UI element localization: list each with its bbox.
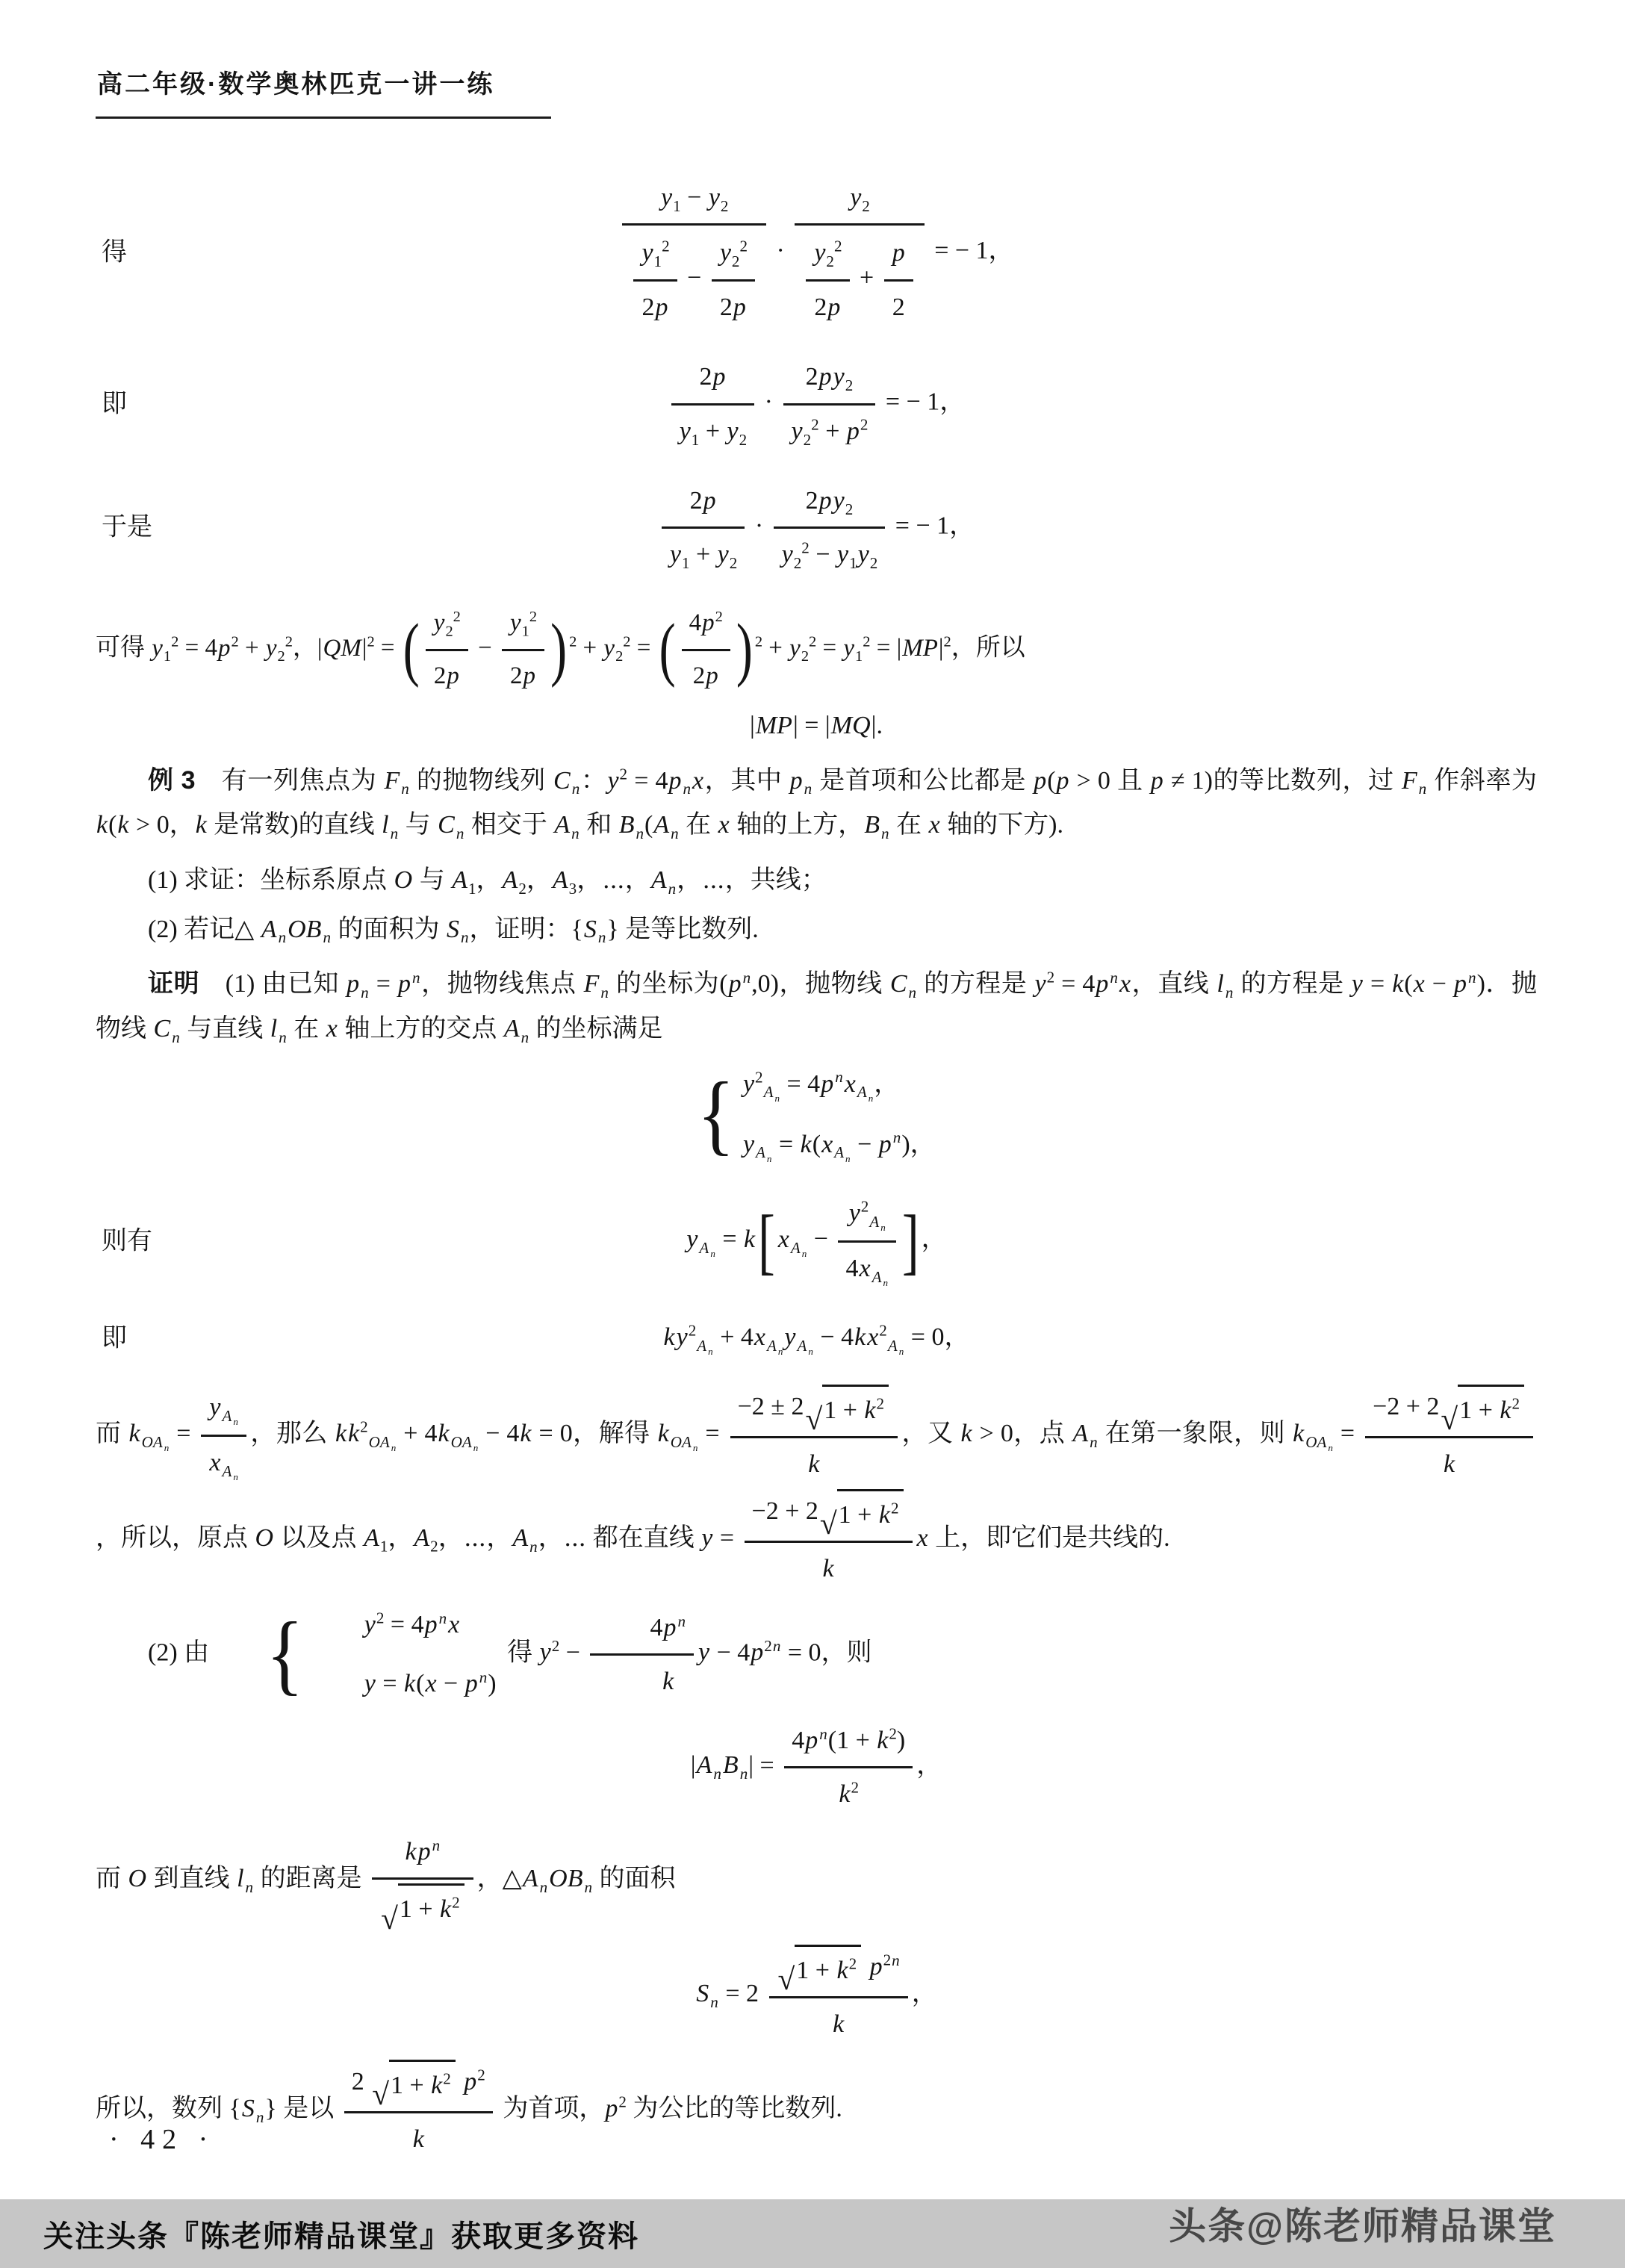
formula-row-sn (96, 1943, 1537, 2048)
footer-promo-text: 关注头条『陈老师精品课堂』获取更多资料 (43, 2219, 639, 2253)
formula-row-ji2 (96, 1315, 1537, 1361)
formula-row-anbn (96, 1717, 1537, 1818)
formula-row-ji (96, 353, 1537, 454)
paragraph-question-1: (1) 求证：坐标系原点 O 与 $A_1$，$A_2$，$A_3$，⋯，$A_n$，⋯，共线； (148, 866, 827, 898)
page-number: · 42 · (109, 2124, 216, 2155)
formula-row-de (96, 174, 1537, 332)
formula-row-cases (96, 1062, 1537, 1168)
formula-mp-equals-mq: |MP| = |MQ|. (750, 712, 883, 740)
paragraph-example3: 例 3 有一列焦点为 $F_n$ 的抛物线列 $C_n$：$y^2 = 4p_nx$，其中 $p_n$ 是首项和公比都是 p(p > 0 且 p ≠ 1)的等比数列，过 $F_n$ 作斜率为 k(k > 0，k 是常数)的直线 $l_n$ 与 $C_n$ 相交于 $A_n$ 和 $B_n(A_n$ 在 x 轴的上方，$B_n$ 在 x 轴的下方). (96, 765, 1538, 843)
formula-area-sn: $S_n = 2$ √ $1 + k^2$ $p^{2n}$ k ， (695, 1943, 936, 2048)
formula-coordinate-system: { $y^2_{A _n} = 4p^nx_{A _n}$， $y_{A _n} = k(x_{A _n} - p^n)$， (697, 1063, 936, 1165)
paragraph-slope-derivation: 而 $k_{OA _n}$ = $\frac{y_{A _n}}{x_{A _n}}$ ，那么 $kk^2_{OA _n} + 4k_{OA _n} - 4k = 0$，解得 $k_{OA _n}$ = −2 ± 2 √ $1 + k^2$ k ，又 k > 0，点 $A_n$ 在第一象限，则 $k_{OA _n}$ = −2 + 2 √ $1 + k^2$ k ，所以，原点 O 以及点 $A_1$，$A_2$，⋯，$A_n$，⋯ 都在直线 y = −2 + 2 √ $1 + k^2$ k x 上，即它们是共线的. (96, 1383, 1537, 1592)
paragraph-distance: 而 O 到直线 $l_n$ 的距离是 $kp^n$ √ $1 + k^2$ ，$\triangle A_nOB_n$ 的面积 (96, 1828, 1537, 1933)
row-label-ji2: 即 (102, 1323, 127, 1352)
row-label-de: 得 (102, 238, 127, 267)
formula-row-mp-mq (96, 703, 1537, 748)
footer-watermark-text: 头条@陈老师精品课堂 (1169, 2205, 1556, 2247)
line-kede-derivation: 可得 $y_1^2 = 4p^2 + y_2^2$，$|QM|^2$ = ( $\frac{y_2^2}{2p}$ − $\frac{y_1^2}{2p}$ ) $^2 + y_2^2$ = ( $\frac{4p^2}{2p}$ ) $^2 + y_2^2 = y_1^2 = |MP|^2$，所以 (96, 600, 1537, 699)
formula-slope-product-3: $\frac{2p}{y_1 + y_2}$ · $\frac{2py_2}{y_2^2 - y_1y_2}$ = − 1， (658, 477, 975, 578)
row-label-zeyou: 则有 (102, 1227, 152, 1255)
formula-slope-product-2: $\frac{2p}{y_1 + y_2}$ · $\frac{2py_2}{y_2^2 + p^2}$ = − 1， (668, 353, 966, 454)
formula-y-an: $y_{A _n} = k$ [ $x_{A _n}$ − $\frac{y^2_{A _n}}{4x_{A _n}}$ ] ， (686, 1190, 946, 1293)
paragraph-question-2: (2) 若记△ $A_nOB_n$ 的面积为 $S_n$，证明：$\{S_n\}$ 是等比数列. (148, 915, 759, 947)
row-label-ji: 即 (102, 390, 127, 418)
paragraph-proof-part2: (2) 由 { $y^2 = 4p^nx$ $y = k(x - p^n)$ 得 $y^2$ − $\frac{4p^n}{k}$ $y - 4p^{2n} = 0$，则 (148, 1603, 872, 1705)
formula-row-zeyou (96, 1190, 1537, 1293)
formula-chord-length: $|A_nB_n|$ = $\frac{4p^n(1 + k^2)}{k^2}$ ， (691, 1717, 942, 1818)
paragraph-conclusion: 所以，数列 $\{S_n\}$ 是以 2 √ $1 + k^2$ $p^2$ k 为首项，$p^2$ 为公比的等比数列. (96, 2058, 1537, 2163)
formula-slope-product-1: $y_1 - y_2$ $\frac{y_1^2}{2p}$ − $\frac{y_2^2}{2p}$ · $y_2$ $\frac{y_2^2}{2p}$ + $\frac{p}{2}$ = − 1， (618, 174, 1013, 332)
row-label-yushi: 于是 (102, 513, 152, 541)
page-header-title: 高二年级·数学奥林匹克一讲一练 (96, 63, 551, 119)
paragraph-proof-part1: 证明 (1) 由已知 $p_n = p^n$，抛物线焦点 $F_n$ 的坐标为$(p^n,0)$，抛物线 $C_n$ 的方程是 $y^2 = 4p^nx$，直线 $l_n$ 的方程是 $y = k(x - p^n)$．抛物线 $C_n$ 与直线 $l_n$ 在 x 轴上方的交点 $A_n$ 的坐标满足 (96, 969, 1538, 1046)
formula-row-yushi (96, 477, 1537, 578)
formula-quadratic: $ky^2_{A _n} + 4x_{A _n}y_{A _n} - 4kx^2_{A _n} = 0$， (663, 1321, 970, 1358)
